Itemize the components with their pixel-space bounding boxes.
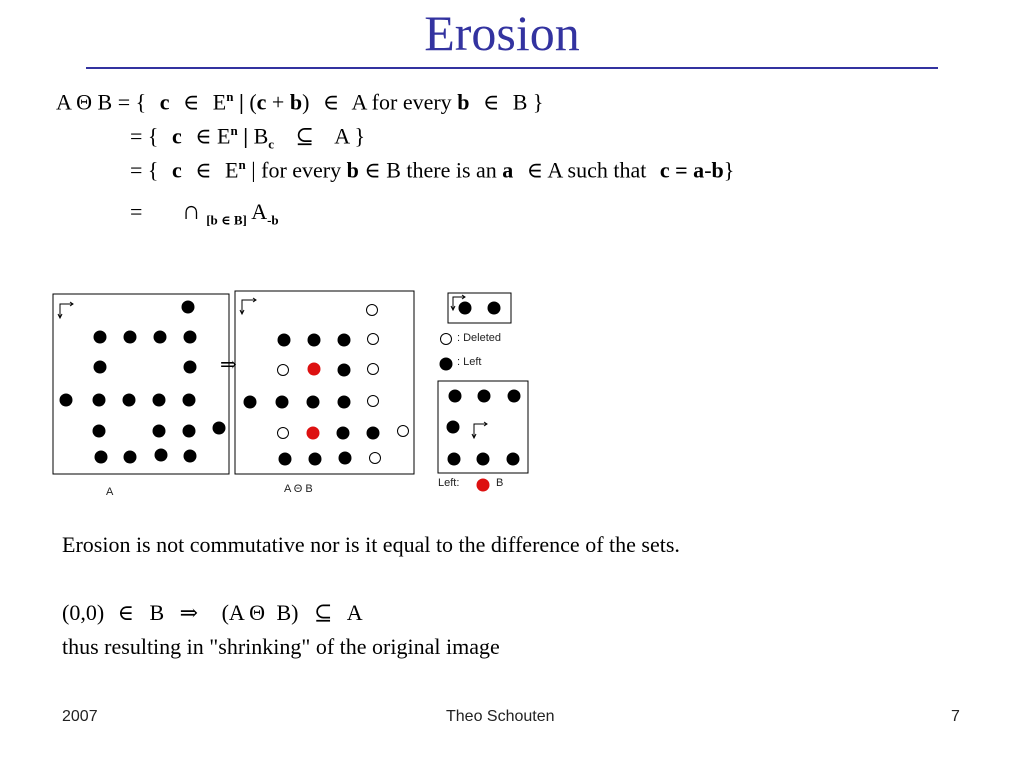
set-B: B bbox=[149, 600, 165, 625]
eq-sub-c: c bbox=[268, 136, 275, 152]
eq-close: } bbox=[723, 157, 735, 183]
remaining-point bbox=[244, 396, 256, 408]
subset-symbol: ⊆ bbox=[313, 600, 333, 625]
deleted-point bbox=[278, 428, 289, 439]
eq-lhs: = bbox=[130, 199, 143, 224]
eq-mid: | for every bbox=[251, 157, 342, 183]
expr-A: A bbox=[346, 600, 363, 625]
eq-c: c bbox=[159, 89, 170, 115]
eq-b: b bbox=[346, 157, 359, 183]
expr-a-theta: (A Θ bbox=[221, 600, 265, 625]
element-of-symbol: ∈ bbox=[195, 123, 212, 149]
reflected-element-point bbox=[447, 421, 459, 433]
legend-deleted-label: : Deleted bbox=[457, 332, 502, 344]
eq-c: c bbox=[171, 123, 182, 149]
set-A-frame bbox=[53, 294, 229, 474]
eq-c: c bbox=[171, 157, 182, 183]
reflected-element-point bbox=[508, 390, 520, 402]
expr-b: B) bbox=[276, 600, 299, 625]
eq-n: n bbox=[230, 123, 238, 138]
label-B: B bbox=[496, 477, 504, 489]
subset-symbol: ⊆ bbox=[295, 123, 314, 149]
legend-bottom-mark bbox=[477, 479, 489, 491]
deleted-point bbox=[278, 365, 289, 376]
remaining-point bbox=[338, 334, 350, 346]
set-A-origin-icon bbox=[58, 302, 73, 318]
reflected-element-point bbox=[478, 390, 490, 402]
label-erosion-result: A Θ B bbox=[284, 483, 313, 495]
set-A-point bbox=[155, 449, 167, 461]
remaining-point bbox=[307, 396, 319, 408]
element-of-symbol: ∈ bbox=[195, 157, 212, 183]
structuring-element-points bbox=[459, 302, 500, 314]
eq-tail: A } bbox=[334, 123, 366, 149]
set-A-point bbox=[184, 450, 196, 462]
eq-n: n bbox=[238, 157, 246, 172]
set-A-point bbox=[182, 301, 194, 313]
erosion-result-frame bbox=[235, 291, 414, 474]
eq-a: a bbox=[502, 157, 514, 183]
eq-n: n bbox=[226, 89, 234, 104]
slide-title: Erosion bbox=[424, 5, 580, 61]
legend-deleted-mark bbox=[441, 334, 452, 345]
body-line-2 bbox=[62, 600, 363, 626]
eq-bb: b bbox=[711, 157, 724, 183]
deleted-point bbox=[368, 396, 379, 407]
element-of-symbol: ∈ bbox=[117, 600, 134, 625]
footer-year: 2007 bbox=[62, 708, 98, 725]
remaining-point bbox=[338, 364, 350, 376]
set-A-point bbox=[124, 331, 136, 343]
eq-ceq: c = a bbox=[659, 157, 705, 183]
footer-page-number: 7 bbox=[951, 708, 960, 725]
implies-arrow: ⇒ bbox=[220, 354, 237, 376]
eq-lhs: = { bbox=[130, 123, 159, 149]
erosion-result-origin-icon bbox=[240, 298, 256, 314]
eq-lparen: ( bbox=[249, 89, 257, 115]
reflected-element-points bbox=[447, 390, 520, 465]
set-A-point bbox=[93, 425, 105, 437]
eq-E: E bbox=[225, 157, 239, 183]
eq-b2: b bbox=[457, 89, 470, 115]
reflected-element-point bbox=[448, 453, 460, 465]
reflected-element-point bbox=[477, 453, 489, 465]
eq-rparen: ) bbox=[302, 89, 310, 115]
eq-b: b bbox=[289, 89, 303, 115]
set-A-point bbox=[94, 361, 106, 373]
eq-tail: A for every bbox=[351, 89, 452, 115]
set-A-point bbox=[184, 331, 196, 343]
eq-lhs: A Θ B = { bbox=[56, 89, 147, 115]
body-line-1: Erosion is not commutative nor is it equal to the difference of the sets. bbox=[62, 532, 680, 557]
remaining-point bbox=[337, 427, 349, 439]
remaining-point bbox=[367, 427, 379, 439]
structuring-element-point bbox=[459, 302, 471, 314]
element-of-symbol: ∈ bbox=[482, 89, 500, 115]
element-of-symbol: ∈ bbox=[322, 89, 340, 115]
set-A-point bbox=[124, 451, 136, 463]
set-A-point bbox=[95, 451, 107, 463]
remaining-point bbox=[338, 396, 350, 408]
intersection-symbol: ∩ bbox=[181, 196, 201, 225]
set-A-point bbox=[153, 394, 165, 406]
legend-left-mark bbox=[440, 358, 452, 370]
eq-bar: | bbox=[243, 123, 249, 149]
remaining-point bbox=[279, 453, 291, 465]
set-A-point bbox=[93, 394, 105, 406]
remaining-point bbox=[339, 452, 351, 464]
set-A-point bbox=[184, 361, 196, 373]
deleted-point bbox=[370, 453, 381, 464]
set-A-point bbox=[213, 422, 225, 434]
eq-sub-range: [b ∈ B] bbox=[206, 212, 247, 228]
remaining-point bbox=[278, 334, 290, 346]
plus-symbol: + bbox=[271, 89, 285, 115]
origin-point bbox=[307, 427, 319, 439]
set-A-point bbox=[153, 425, 165, 437]
eq-lhs: = { bbox=[130, 157, 159, 183]
structuring-element-point bbox=[488, 302, 500, 314]
set-A-points bbox=[60, 301, 225, 463]
origin-point bbox=[308, 363, 320, 375]
element-of-symbol: ∈ bbox=[364, 157, 381, 183]
eq-tail2: B } bbox=[512, 89, 544, 115]
eq-c2: c bbox=[256, 89, 267, 115]
eq-mid2: B there is an bbox=[386, 157, 497, 183]
eq-sub-minus-b: -b bbox=[267, 212, 279, 228]
erosion-result-points bbox=[244, 305, 409, 466]
eq-B: B bbox=[253, 123, 269, 149]
legend-origin-mark bbox=[477, 479, 489, 491]
label-left: Left: bbox=[438, 477, 460, 489]
element-of-symbol: ∈ bbox=[526, 157, 544, 183]
remaining-point bbox=[276, 396, 288, 408]
legend-marks bbox=[440, 334, 452, 371]
eq-E: E bbox=[217, 123, 231, 149]
deleted-point bbox=[368, 364, 379, 375]
set-A-point bbox=[183, 394, 195, 406]
deleted-point bbox=[368, 334, 379, 345]
set-A-point bbox=[154, 331, 166, 343]
deleted-point bbox=[367, 305, 378, 316]
reflected-element-point bbox=[449, 390, 461, 402]
eq-mid3: A such that bbox=[547, 157, 647, 183]
set-A-point bbox=[94, 331, 106, 343]
eq-dash: - bbox=[704, 157, 712, 183]
footer-author: Theo Schouten bbox=[446, 708, 555, 725]
legend-left-label: : Left bbox=[457, 356, 482, 368]
body-line-3: thus resulting in "shrinking" of the original image bbox=[62, 634, 500, 659]
set-A-point bbox=[123, 394, 135, 406]
eq-bar: | bbox=[238, 89, 244, 115]
eq-A: A bbox=[251, 199, 268, 224]
element-of-symbol: ∈ bbox=[182, 89, 200, 115]
remaining-point bbox=[309, 453, 321, 465]
origin-point: (0,0) bbox=[62, 600, 105, 625]
implies-symbol: ⇒ bbox=[179, 600, 199, 625]
label-set-A: A bbox=[106, 486, 114, 498]
reflected-element-point bbox=[507, 453, 519, 465]
eq-E: E bbox=[212, 89, 227, 115]
deleted-point bbox=[398, 426, 409, 437]
set-A-point bbox=[183, 425, 195, 437]
reflected-element-origin-icon bbox=[472, 422, 487, 438]
remaining-point bbox=[308, 334, 320, 346]
set-A-point bbox=[60, 394, 72, 406]
